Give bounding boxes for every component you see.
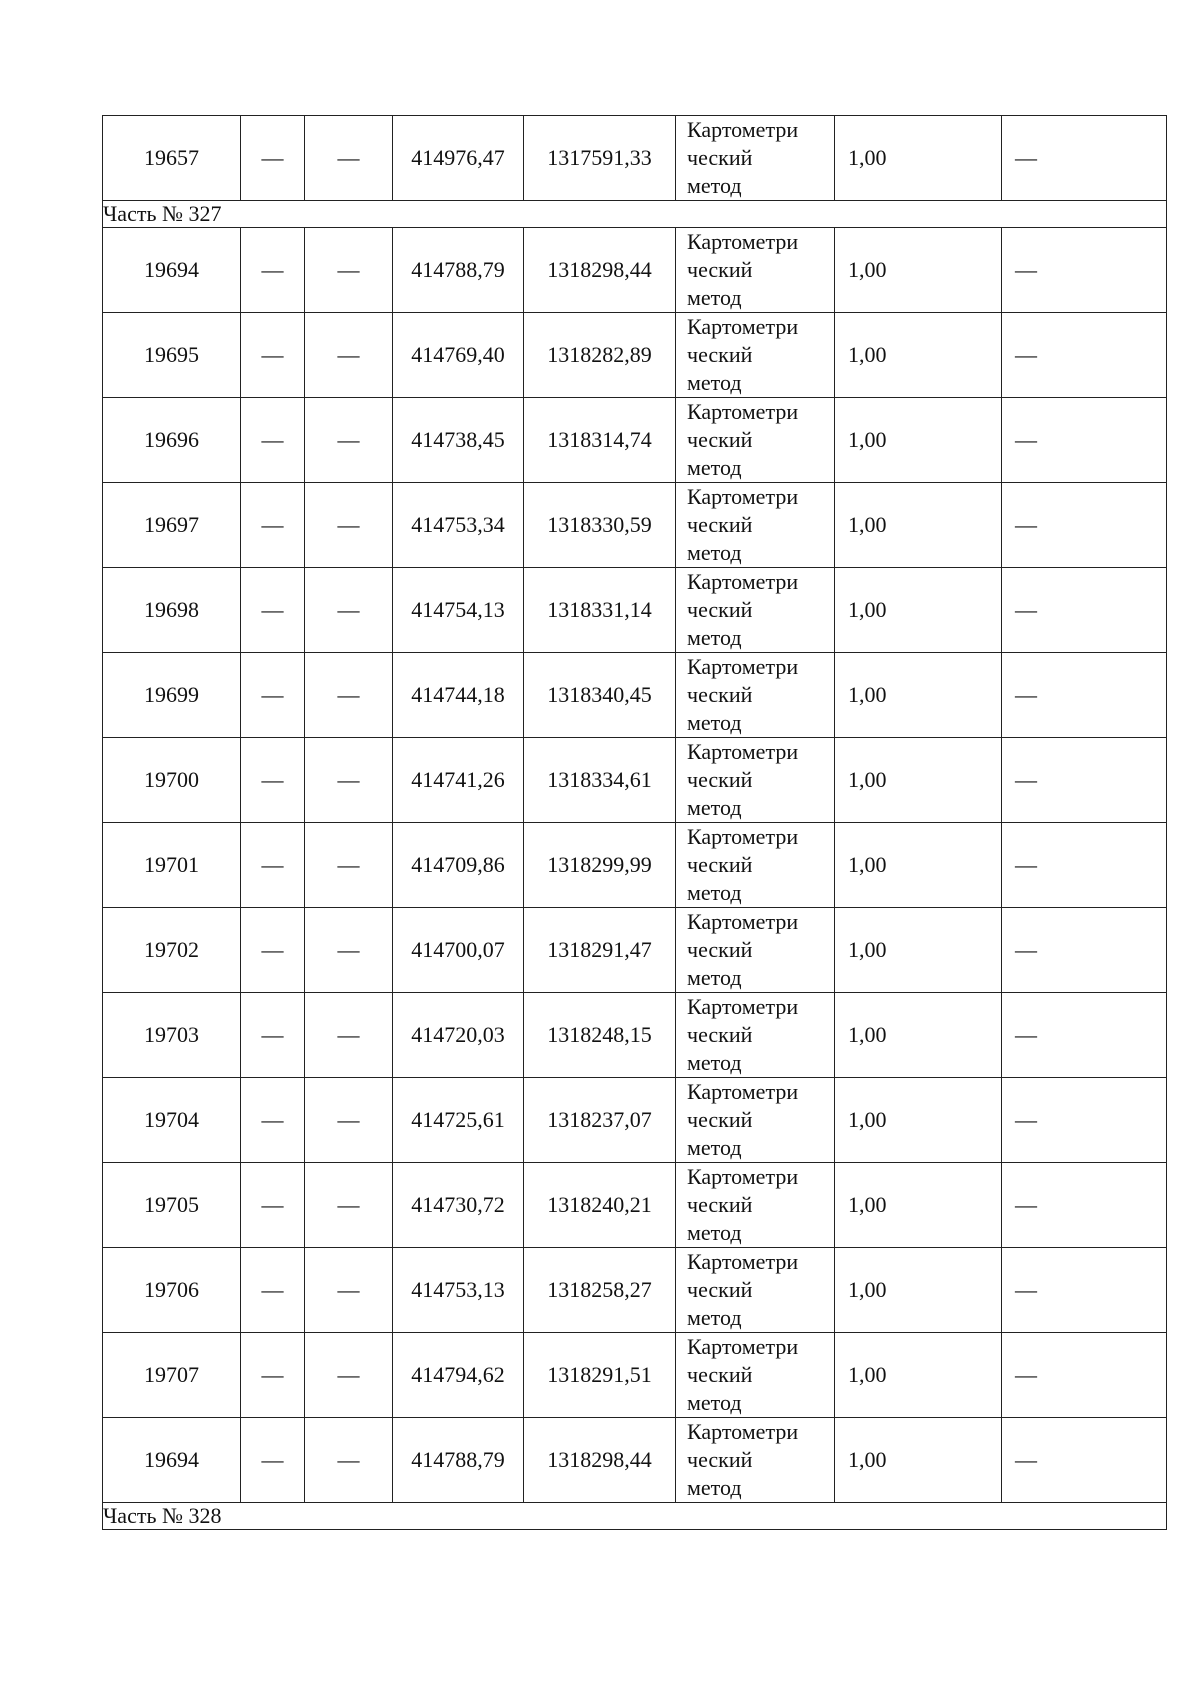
x-coordinate: 414754,13	[393, 568, 524, 653]
method-line-3: метод	[687, 795, 742, 820]
method-line-2: ческий	[687, 937, 753, 962]
empty-cell-2: —	[305, 653, 393, 738]
y-coordinate: 1318334,61	[524, 738, 676, 823]
y-coordinate: 1318314,74	[524, 398, 676, 483]
x-coordinate: 414744,18	[393, 653, 524, 738]
y-coordinate: 1318258,27	[524, 1248, 676, 1333]
accuracy-cell: 1,00	[835, 483, 1002, 568]
table-row	[103, 823, 1167, 908]
empty-cell-2: —	[305, 908, 393, 993]
method-line-3: метод	[687, 173, 742, 198]
empty-cell-3: —	[1002, 908, 1167, 993]
method-cell	[676, 1333, 835, 1418]
table-row	[103, 313, 1167, 398]
empty-cell-1: —	[241, 483, 305, 568]
method-line-3: метод	[687, 710, 742, 735]
x-coordinate: 414753,34	[393, 483, 524, 568]
empty-cell-3: —	[1002, 313, 1167, 398]
empty-cell-3: —	[1002, 116, 1167, 201]
point-number: 19699	[103, 653, 241, 738]
empty-cell-2: —	[305, 116, 393, 201]
method-line-3: метод	[687, 625, 742, 650]
point-number: 19705	[103, 1163, 241, 1248]
part-header-row	[103, 1503, 1167, 1530]
x-coordinate: 414741,26	[393, 738, 524, 823]
x-coordinate: 414720,03	[393, 993, 524, 1078]
method-line-1: Картометри	[687, 229, 799, 254]
empty-cell-1: —	[241, 568, 305, 653]
method-line-1: Картометри	[687, 739, 799, 764]
method-cell	[676, 483, 835, 568]
table-row	[103, 228, 1167, 313]
empty-cell-3: —	[1002, 1248, 1167, 1333]
point-number: 19696	[103, 398, 241, 483]
empty-cell-1: —	[241, 228, 305, 313]
y-coordinate: 1318299,99	[524, 823, 676, 908]
part-label: Часть № 328	[103, 1503, 1167, 1530]
method-line-3: метод	[687, 455, 742, 480]
method-cell	[676, 1248, 835, 1333]
table-row	[103, 1078, 1167, 1163]
point-number: 19707	[103, 1333, 241, 1418]
table-row	[103, 483, 1167, 568]
point-number: 19694	[103, 228, 241, 313]
method-cell	[676, 823, 835, 908]
empty-cell-3: —	[1002, 398, 1167, 483]
empty-cell-1: —	[241, 993, 305, 1078]
method-line-1: Картометри	[687, 1249, 799, 1274]
empty-cell-2: —	[305, 313, 393, 398]
part-header-row	[103, 201, 1167, 228]
empty-cell-1: —	[241, 1248, 305, 1333]
table-row	[103, 738, 1167, 823]
method-line-3: метод	[687, 1220, 742, 1245]
method-line-1: Картометри	[687, 117, 799, 142]
method-line-1: Картометри	[687, 824, 799, 849]
y-coordinate: 1318330,59	[524, 483, 676, 568]
method-line-3: метод	[687, 285, 742, 310]
method-line-1: Картометри	[687, 994, 799, 1019]
y-coordinate: 1318291,51	[524, 1333, 676, 1418]
table-row	[103, 653, 1167, 738]
point-number: 19694	[103, 1418, 241, 1503]
method-cell	[676, 568, 835, 653]
empty-cell-1: —	[241, 1333, 305, 1418]
empty-cell-3: —	[1002, 1163, 1167, 1248]
method-line-2: ческий	[687, 1362, 753, 1387]
method-line-2: ческий	[687, 1277, 753, 1302]
x-coordinate: 414753,13	[393, 1248, 524, 1333]
method-line-3: метод	[687, 1135, 742, 1160]
empty-cell-3: —	[1002, 228, 1167, 313]
point-number: 19698	[103, 568, 241, 653]
x-coordinate: 414794,62	[393, 1333, 524, 1418]
method-cell	[676, 1418, 835, 1503]
method-line-1: Картометри	[687, 654, 799, 679]
method-line-3: метод	[687, 370, 742, 395]
method-line-1: Картометри	[687, 484, 799, 509]
method-cell	[676, 116, 835, 201]
y-coordinate: 1318237,07	[524, 1078, 676, 1163]
table-row	[103, 1418, 1167, 1503]
empty-cell-2: —	[305, 1078, 393, 1163]
method-line-2: ческий	[687, 145, 753, 170]
y-coordinate: 1318282,89	[524, 313, 676, 398]
accuracy-cell: 1,00	[835, 1078, 1002, 1163]
method-line-3: метод	[687, 1390, 742, 1415]
x-coordinate: 414709,86	[393, 823, 524, 908]
method-cell	[676, 993, 835, 1078]
method-line-3: метод	[687, 965, 742, 990]
point-number: 19700	[103, 738, 241, 823]
method-cell	[676, 313, 835, 398]
accuracy-cell: 1,00	[835, 116, 1002, 201]
method-line-3: метод	[687, 1305, 742, 1330]
x-coordinate: 414730,72	[393, 1163, 524, 1248]
empty-cell-1: —	[241, 398, 305, 483]
method-line-1: Картометри	[687, 569, 799, 594]
method-line-2: ческий	[687, 682, 753, 707]
accuracy-cell: 1,00	[835, 1248, 1002, 1333]
table-row	[103, 398, 1167, 483]
accuracy-cell: 1,00	[835, 568, 1002, 653]
x-coordinate: 414738,45	[393, 398, 524, 483]
x-coordinate: 414976,47	[393, 116, 524, 201]
table-row	[103, 1163, 1167, 1248]
method-cell	[676, 398, 835, 483]
empty-cell-2: —	[305, 823, 393, 908]
empty-cell-3: —	[1002, 653, 1167, 738]
method-line-2: ческий	[687, 852, 753, 877]
method-line-3: метод	[687, 540, 742, 565]
point-number: 19702	[103, 908, 241, 993]
accuracy-cell: 1,00	[835, 1418, 1002, 1503]
method-line-1: Картометри	[687, 909, 799, 934]
part-label: Часть № 327	[103, 201, 1167, 228]
accuracy-cell: 1,00	[835, 738, 1002, 823]
x-coordinate: 414788,79	[393, 1418, 524, 1503]
empty-cell-2: —	[305, 398, 393, 483]
accuracy-cell: 1,00	[835, 653, 1002, 738]
empty-cell-3: —	[1002, 483, 1167, 568]
method-line-1: Картометри	[687, 314, 799, 339]
empty-cell-2: —	[305, 1163, 393, 1248]
empty-cell-2: —	[305, 228, 393, 313]
empty-cell-2: —	[305, 738, 393, 823]
empty-cell-1: —	[241, 738, 305, 823]
y-coordinate: 1318298,44	[524, 1418, 676, 1503]
point-number: 19703	[103, 993, 241, 1078]
accuracy-cell: 1,00	[835, 313, 1002, 398]
table-row	[103, 116, 1167, 201]
y-coordinate: 1317591,33	[524, 116, 676, 201]
method-cell	[676, 228, 835, 313]
x-coordinate: 414700,07	[393, 908, 524, 993]
point-number: 19695	[103, 313, 241, 398]
accuracy-cell: 1,00	[835, 908, 1002, 993]
table-row	[103, 993, 1167, 1078]
empty-cell-1: —	[241, 653, 305, 738]
empty-cell-1: —	[241, 1163, 305, 1248]
method-line-2: ческий	[687, 1192, 753, 1217]
method-line-1: Картометри	[687, 1334, 799, 1359]
method-line-3: метод	[687, 1475, 742, 1500]
method-line-2: ческий	[687, 767, 753, 792]
method-line-1: Картометри	[687, 1419, 799, 1444]
point-number: 19657	[103, 116, 241, 201]
accuracy-cell: 1,00	[835, 823, 1002, 908]
empty-cell-3: —	[1002, 1078, 1167, 1163]
method-line-1: Картометри	[687, 399, 799, 424]
empty-cell-1: —	[241, 1418, 305, 1503]
empty-cell-1: —	[241, 908, 305, 993]
point-number: 19701	[103, 823, 241, 908]
empty-cell-2: —	[305, 1333, 393, 1418]
method-line-2: ческий	[687, 1107, 753, 1132]
point-number: 19697	[103, 483, 241, 568]
method-cell	[676, 1078, 835, 1163]
empty-cell-2: —	[305, 1418, 393, 1503]
accuracy-cell: 1,00	[835, 1163, 1002, 1248]
empty-cell-3: —	[1002, 823, 1167, 908]
x-coordinate: 414725,61	[393, 1078, 524, 1163]
accuracy-cell: 1,00	[835, 228, 1002, 313]
method-cell	[676, 1163, 835, 1248]
table-row	[103, 1333, 1167, 1418]
method-line-2: ческий	[687, 1022, 753, 1047]
empty-cell-2: —	[305, 1248, 393, 1333]
empty-cell-2: —	[305, 568, 393, 653]
empty-cell-1: —	[241, 823, 305, 908]
empty-cell-2: —	[305, 483, 393, 568]
empty-cell-3: —	[1002, 993, 1167, 1078]
method-line-1: Картометри	[687, 1164, 799, 1189]
method-cell	[676, 738, 835, 823]
table-body	[103, 116, 1167, 1530]
method-cell	[676, 908, 835, 993]
empty-cell-1: —	[241, 1078, 305, 1163]
empty-cell-3: —	[1002, 1418, 1167, 1503]
empty-cell-1: —	[241, 313, 305, 398]
method-line-1: Картометри	[687, 1079, 799, 1104]
x-coordinate: 414788,79	[393, 228, 524, 313]
accuracy-cell: 1,00	[835, 993, 1002, 1078]
empty-cell-3: —	[1002, 568, 1167, 653]
coordinates-table	[102, 115, 1167, 1530]
point-number: 19704	[103, 1078, 241, 1163]
method-line-2: ческий	[687, 1447, 753, 1472]
method-line-3: метод	[687, 1050, 742, 1075]
accuracy-cell: 1,00	[835, 1333, 1002, 1418]
empty-cell-2: —	[305, 993, 393, 1078]
table-row	[103, 1248, 1167, 1333]
y-coordinate: 1318298,44	[524, 228, 676, 313]
empty-cell-1: —	[241, 116, 305, 201]
y-coordinate: 1318331,14	[524, 568, 676, 653]
y-coordinate: 1318240,21	[524, 1163, 676, 1248]
method-line-3: метод	[687, 880, 742, 905]
method-line-2: ческий	[687, 427, 753, 452]
method-cell	[676, 653, 835, 738]
point-number: 19706	[103, 1248, 241, 1333]
y-coordinate: 1318340,45	[524, 653, 676, 738]
table-row	[103, 908, 1167, 993]
method-line-2: ческий	[687, 342, 753, 367]
empty-cell-3: —	[1002, 738, 1167, 823]
method-line-2: ческий	[687, 257, 753, 282]
method-line-2: ческий	[687, 512, 753, 537]
y-coordinate: 1318291,47	[524, 908, 676, 993]
method-line-2: ческий	[687, 597, 753, 622]
table-row	[103, 568, 1167, 653]
y-coordinate: 1318248,15	[524, 993, 676, 1078]
empty-cell-3: —	[1002, 1333, 1167, 1418]
x-coordinate: 414769,40	[393, 313, 524, 398]
accuracy-cell: 1,00	[835, 398, 1002, 483]
